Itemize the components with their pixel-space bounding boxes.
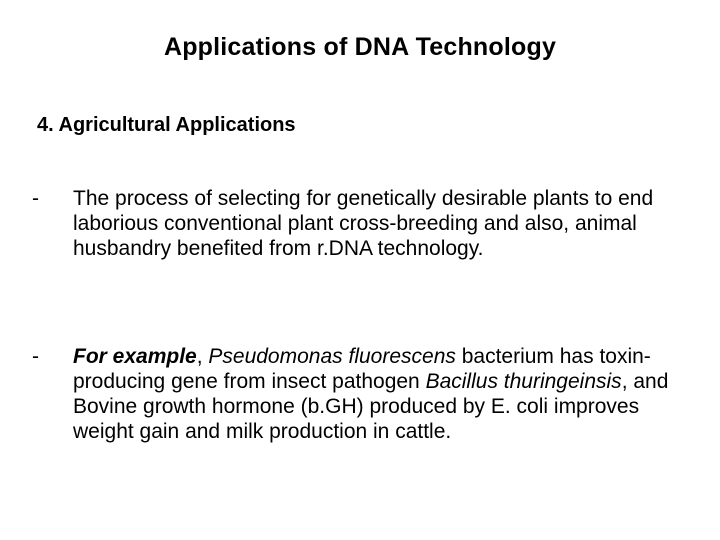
species-name-pseudomonas: Pseudomonas fluorescens: [208, 345, 456, 368]
bullet-text-segment: ,: [196, 345, 209, 368]
section-heading: 4. Agricultural Applications: [37, 114, 296, 136]
bullet-text-segment: bacterium has toxin-producing gene from insect pathogen: [73, 345, 651, 393]
bullet-text: [73, 344, 692, 444]
bullet-marker: -: [32, 187, 39, 210]
bullet-marker: -: [32, 345, 39, 368]
bullet-text-segment: , and Bovine growth hormone (b.GH) produced by E. coli improves weight gain and milk production in cattle.: [73, 370, 669, 443]
slide-title: Applications of DNA Technology: [163, 33, 557, 61]
bullet-item: [32, 186, 692, 261]
bullet-item: [32, 344, 692, 444]
example-lead-text: For example: [73, 345, 197, 368]
species-name-bacillus: Bacillus thuringeinsis: [425, 370, 622, 393]
bullet-text: The process of selecting for genetically desirable plants to end laborious conventional plant cross-breeding and also, animal husbandry benefited from r.DNA technology.: [73, 187, 654, 260]
